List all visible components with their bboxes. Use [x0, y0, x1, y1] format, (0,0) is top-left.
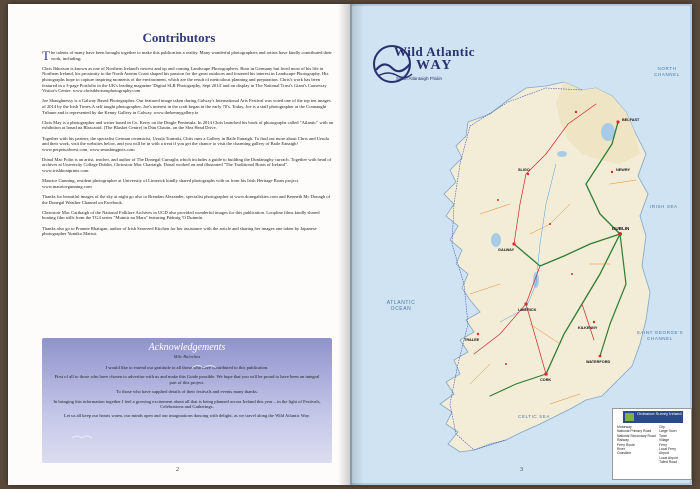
right-page: [350, 4, 692, 485]
lough-erne: [557, 151, 567, 157]
town-label: BELFAST: [622, 118, 640, 122]
contributors-text: [42, 50, 334, 241]
paragraph: Thanks for beautiful images of the sky at night go also to Brendan Alexander, specialist photographer at www.donegalskies.com and Kenneth Mc Donagh of the Donegal Weather Channel on Facebook.: [42, 194, 331, 205]
paragraph: Thanks also go to Prannie Rhatigan, author of Irish Seaweed Kitchen for her assistance with the article and sharing her images one taken by Japanese photographer Yumiko Matsui.: [42, 225, 317, 237]
map-legend: [612, 408, 692, 480]
paragraph: Chriostoir Mac Carthaigh of the National Folklore Archives in UCD also provided wonderful images for this publication. Loopline films kindly shared boating film stills from the TG4 series "Muintir na Mara" featuring Pádraig 'O Duinnín.: [42, 209, 320, 221]
paragraph: Chris Ibbotson is known as one of Northern Ireland's newest and up and coming Landscape Photographers. Born in Germany but lived most of his life in Northern Ireland, his proximity to the North Antrim Coast shaped his passion for the great outdoors and fostered his interest in Landscape Photography. His photographs hope to capture inspiring moments of the environment, which are the result of meticulous planning and preparation. Chris's work has been featured in a 3-page Portfolio in the UK's leading magazine 'Digital SLR Photography, Sept 2014' and on display in The National Trust's Giant's Causeway Visitor's Centre. www.chrisibbotsonphotography.com: [42, 65, 329, 94]
town-label: NEWRY: [616, 168, 630, 172]
ack-line: In bringing this information together I feel a growing excitement about all that is being planned across Ireland this year – in the light of Festivals, Celebrations and Gatherings.: [53, 398, 321, 410]
lough-derg: [533, 272, 539, 288]
town-label: GALWAY: [498, 248, 515, 252]
atlantic-ocean-label: ATLANTIC OCEAN: [386, 300, 416, 312]
paragraph: Together with his partner, the specialist German ceramicist, Ursula Tramski, Chris runs a Gallery in Baile Eanaigh. To find out more about Chris and Ursula and their work, visit the websites below, and you will be in with a treat if you get the chance to visit the charming gallery of Baile Eanaigh! www.perpetualwest.com, www.smashingpots.com: [42, 135, 329, 152]
ack-line: To those who have supplied details of their festivals and events many thanks.: [116, 389, 258, 395]
logo-irish-subtitle: Slí an Atlantaigh Fhiáin: [396, 76, 443, 81]
irish-sea-label: IRISH SEA: [650, 204, 678, 209]
town-label: SLIGO: [518, 168, 530, 172]
paragraph: Joe Shaughnessy is a Galway Based Photographer. Our featured image taken during Galway's International Arts Festival was voted one of the top ten images of 2014 by the Irish Times.A self taught photographer, Joe's interest in the craft began in the early 70's. Today, Joe is a staff photographer at the Connaught Tribune and is represented by the Kenny Gallery in Galway. www.thekennygallery.ie: [42, 98, 331, 115]
st-georges-channel-label: SAINT GEORGE'S CHANNEL: [636, 330, 684, 341]
legend-places: City Large Town Town Village Ferry Local Ferry Airport Local Airport Tolled Road: [659, 425, 678, 465]
town-label: LIMERICK: [518, 308, 537, 312]
drop-cap: T: [42, 48, 50, 63]
page-number-right: 3: [520, 467, 523, 473]
acknowledgements-subtitle: Míle Buíochas: [173, 354, 201, 359]
page-number-left: 2: [176, 467, 179, 473]
acknowledgements-title: Acknowledgements: [148, 342, 226, 353]
acknowledgements-box: [42, 338, 332, 463]
town-label: CORK: [540, 378, 552, 382]
paragraph: Maurice Gunning, resident photographer at University of Limerick kindly shared photographs with us from his Irish Heritage Boats project. www.mauricegunning.com: [42, 178, 300, 189]
ack-line: I would like to extend our gratitude to all those who have contributed to this publication.: [105, 365, 269, 370]
ack-line: Let us all keep our hearts warm, our minds open and our imaginations dancing with delight, as we travel along the Wild Atlantic Way.: [64, 413, 310, 419]
contributors-title: Contributors: [142, 30, 216, 45]
magazine-spread: [8, 4, 692, 485]
celtic-sea-label: CELTIC SEA: [518, 414, 550, 419]
paragraph: Chris May is a photographer and writer based in Co. Kerry on the Dingle Peninsula. In 2014 Chris launched his book of photographs called "Atlantic" with an exhibition at Ionad na Blascaoid. (The Blasket Centre) in Dún Chaoin, on the Slea Head Drive.: [42, 119, 334, 131]
town-label: TRALEE: [464, 338, 480, 342]
left-page: [8, 4, 350, 485]
lough-corrib: [491, 233, 501, 247]
logo-wild-atlantic: Wild Atlantic: [394, 44, 476, 59]
town-label: WATERFORD: [586, 360, 611, 364]
town-label: DUBLIN: [612, 226, 630, 231]
ack-line: First of all to those who have chosen to advertise with us and make this Guide possible. We hope that you will be proud to have been an integral part of this project.: [54, 374, 320, 385]
seagull-decoration: [42, 338, 332, 463]
ordnance-survey-logo: Ordnance Survey Ireland: [623, 411, 683, 423]
paragraph: Donal Mac Polin is an artist, teacher, and author of The Donegal Curraghs which includes a guide to building the Dunfanaghy currach. Together with head of archives at University College Dublin, Chriostoir Mac Chartaigh, Donal worked on and illustrated "The Traditional Boats of Ireland". www.irishboatprints.com: [42, 156, 332, 174]
town-label: KILKENNY: [578, 326, 598, 330]
north-channel-label: NORTH CHANNEL: [654, 66, 680, 77]
legend-roads: Motorway National Primary Road National Secondary Road Railway Ferry Route River Coastline: [617, 425, 656, 456]
intro-paragraph: The talents of many have been brought together to make this publication a reality. Many wonderful photographers and artists have kindly contributed their work, including;: [42, 48, 332, 63]
logo-way: WAY: [416, 58, 454, 73]
os-shield-icon: [625, 413, 634, 421]
